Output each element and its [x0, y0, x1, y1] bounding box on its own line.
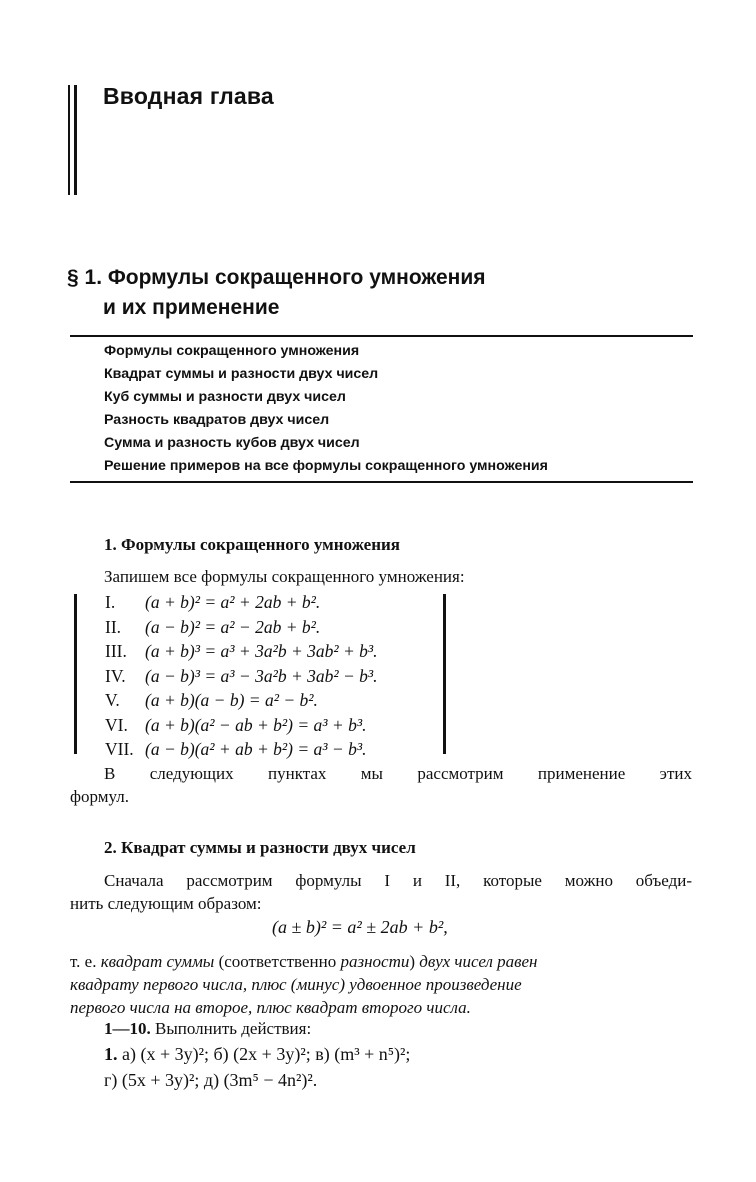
formula-row	[105, 688, 378, 713]
formula-expression: (a + b)(a² − ab + b²) = a³ + b³.	[145, 714, 367, 735]
formula-row	[105, 664, 378, 689]
p2-italic-two-numbers: двух чисел равен	[419, 952, 538, 971]
toc-item: Куб суммы и разности двух чисел	[104, 389, 346, 405]
subsection1-outro-line1: В следующих пунктах мы рассмотрим применение этих	[104, 764, 692, 783]
formula-row	[105, 639, 378, 664]
chapter-bar-left	[68, 85, 70, 195]
toc-item: Разность квадратов двух чисел	[104, 412, 330, 428]
toc-bottom-rule	[70, 481, 693, 483]
formulas-left-rule	[74, 594, 77, 754]
formula-number: VI.	[105, 714, 128, 735]
formula-expression: (a + b)³ = a³ + 3a²b + 3ab² + b³.	[145, 641, 378, 661]
subsection1-outro-line2: формул.	[70, 787, 130, 806]
p2-mid2: )	[409, 952, 420, 971]
subsection1-heading: 1. Формулы сокращенного умножения	[104, 535, 401, 554]
exercise-1-line2: г) (5x + 3y)²; д) (3m⁵ − 4n²)².	[104, 1070, 318, 1090]
subsection2-p2-line3: первого числа на второе, плюс квадрат второго числа.	[70, 998, 471, 1017]
formula-expression: (a − b)² = a² − 2ab + b².	[145, 616, 321, 637]
formula-number: V.	[105, 690, 120, 710]
toc-item: Формулы сокращенного умножения	[104, 343, 360, 359]
formula-row	[105, 737, 378, 762]
formula-row	[105, 713, 378, 738]
exercise-number: 1.	[104, 1044, 118, 1064]
formula-expression: (a − b)³ = a³ − 3a²b + 3ab² − b³.	[145, 665, 378, 686]
section-title-line1: Формулы сокращенного умножения	[107, 266, 486, 289]
toc-top-rule	[70, 335, 693, 337]
formula-expression: (a + b)² = a² + 2ab + b².	[145, 592, 321, 612]
formulas-right-rule	[443, 594, 446, 754]
exercise-intro	[104, 1017, 311, 1040]
subsection2-p1-line1: Сначала рассмотрим формулы I и II, которые можно объеди-	[104, 871, 692, 890]
section-contents	[104, 340, 548, 478]
chapter-title: Вводная глава	[103, 83, 274, 109]
exercise-1-line1	[104, 1043, 410, 1066]
exercise-text: Выполнить действия:	[155, 1019, 312, 1038]
exercise-range: 1—10.	[104, 1019, 151, 1038]
exercise-1-items-a-c: а) (x + 3y)²; б) (2x + 3y)²; в) (m³ + n⁵)²;	[122, 1044, 411, 1064]
section-number: § 1.	[67, 266, 103, 289]
formula-number: I.	[105, 592, 116, 612]
formula-row	[105, 590, 378, 615]
toc-item: Сумма и разность кубов двух чисел	[104, 435, 360, 451]
combined-formula: (a ± b)² = a² ± 2ab + b²,	[272, 917, 448, 937]
formula-expression: (a − b)(a² + ab + b²) = a³ − b³.	[145, 739, 367, 759]
toc-item: Решение примеров на все формулы сокращенного умножения	[104, 458, 548, 474]
formula-number: IV.	[105, 665, 126, 686]
formula-list	[105, 590, 378, 762]
formula-expression: (a + b)(a − b) = a² − b².	[145, 690, 318, 710]
formula-number: III.	[105, 641, 127, 661]
chapter-bar-right	[74, 85, 77, 195]
toc-item: Квадрат суммы и разности двух чисел	[104, 366, 379, 382]
subsection2-p1-line2: нить следующим образом:	[70, 894, 262, 913]
section-title	[67, 263, 486, 323]
formula-number: II.	[105, 616, 122, 637]
p2-mid1: (соответственно	[214, 952, 341, 971]
subsection2-heading: 2. Квадрат суммы и разности двух чисел	[104, 838, 416, 857]
p2-prefix: т. е.	[70, 952, 101, 971]
formula-number: VII.	[105, 739, 134, 759]
section-title-line2: и их применение	[103, 296, 280, 319]
p2-italic-square-sum: квадрат суммы	[100, 952, 215, 971]
formula-row	[105, 615, 378, 640]
subsection2-p2-line2: квадрату первого числа, плюс (минус) удвоенное произведение	[70, 975, 522, 994]
p2-italic-difference: разности	[340, 952, 410, 971]
subsection1-intro: Запишем все формулы сокращенного умножения:	[104, 567, 465, 586]
subsection2-p2-line1	[70, 950, 537, 973]
